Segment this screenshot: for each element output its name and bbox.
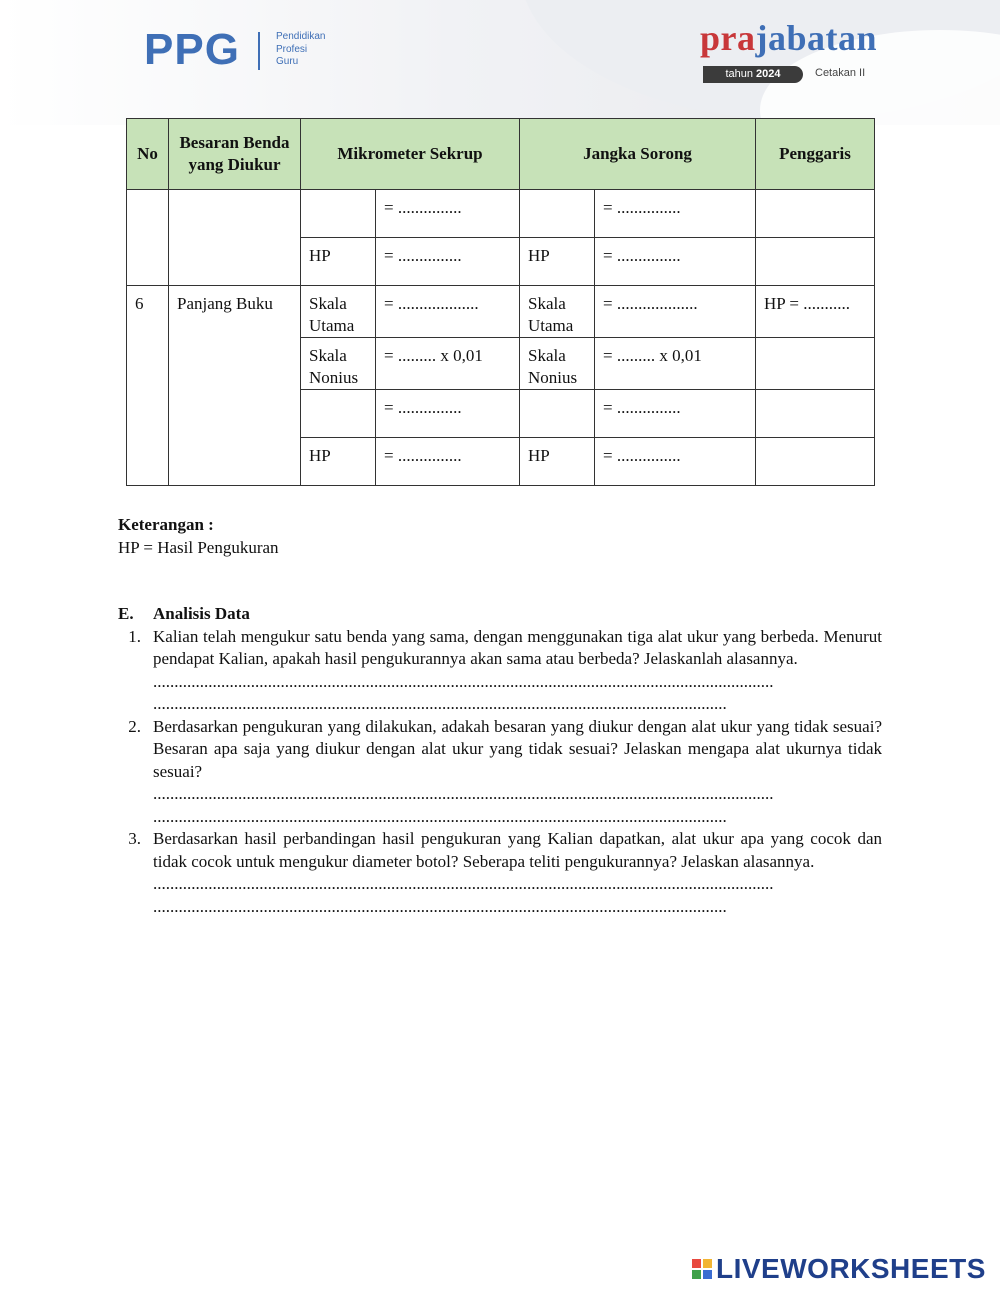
cell-j-label: HP — [520, 238, 595, 286]
ppg-logo: PPG — [144, 25, 240, 74]
cell-j-label: HP — [520, 438, 595, 486]
question-text: Berdasarkan hasil perbandingan hasil pengukuran yang Kalian dapatkan, alat ukur apa yang cocok dan tidak cocok untuk mengukur diameter botol? Seberapa teliti pengukurannya? Jelaskan alasannya. — [153, 829, 882, 871]
question-item — [118, 716, 882, 829]
cell-m-label: HP — [301, 238, 376, 286]
cell-m-label: HP — [301, 438, 376, 486]
ppg-subtitle: Pendidikan Profesi Guru — [276, 31, 326, 67]
cell-m-value[interactable]: = ................... — [376, 286, 520, 338]
cell-m-label: Skala Utama — [301, 286, 376, 338]
cell-m-value[interactable]: = ......... x 0,01 — [376, 338, 520, 390]
cell-no: 6 — [127, 286, 169, 486]
table-header-row — [127, 119, 875, 190]
cell-besaran: Panjang Buku — [169, 286, 301, 486]
icon-square — [703, 1259, 712, 1268]
answer-line[interactable]: .................................................................................................................................................. — [153, 671, 774, 691]
answer-line[interactable]: .................................................................................................................................................. — [153, 784, 774, 803]
logo-divider — [258, 32, 260, 70]
keterangan-title: Keterangan : — [118, 515, 214, 534]
edition-label: Cetakan II — [815, 67, 866, 79]
keterangan-line: HP = Hasil Pengukuran — [118, 538, 279, 557]
cell-penggaris[interactable]: HP = ........... — [756, 286, 875, 338]
question-number: 2. — [128, 716, 141, 736]
answer-line[interactable]: ....................................................................................................................................... — [153, 806, 727, 826]
analisis-section — [118, 603, 882, 918]
question-number: 1. — [128, 626, 141, 646]
question-text: Kalian telah mengukur satu benda yang sama, dengan menggunakan tiga alat ukur yang berbeda. Menurut pendapat Kalian, apakah hasil pengukurannya akan sama atau berbeda? Jelaskanlah alasannya. — [153, 626, 882, 668]
cell-m-label — [301, 390, 376, 438]
section-title: E. Analisis Data — [118, 604, 250, 623]
answer-line[interactable]: ....................................................................................................................................... — [153, 694, 727, 713]
icon-square — [692, 1259, 701, 1268]
cell-j-value[interactable]: = ......... x 0,01 — [595, 338, 756, 390]
cell-m-value[interactable]: = ............... — [376, 190, 520, 238]
cell-m-value[interactable]: = ............... — [376, 390, 520, 438]
cell-m-value[interactable]: = ............... — [376, 438, 520, 486]
cell-m-label: Skala Nonius — [301, 338, 376, 390]
header-jangka: Jangka Sorong — [520, 119, 756, 190]
question-number: 3. — [128, 829, 141, 848]
cell-no — [127, 190, 169, 286]
cell-penggaris[interactable] — [756, 338, 875, 390]
cell-j-label: Skala Utama — [520, 286, 595, 338]
cell-j-value[interactable]: = ............... — [595, 190, 756, 238]
cell-penggaris[interactable] — [756, 190, 875, 238]
liveworksheets-text: LIVEWORKSHEETS — [716, 1253, 986, 1284]
cell-j-label — [520, 390, 595, 438]
answer-line[interactable]: ....................................................................................................................................... — [153, 896, 727, 916]
liveworksheets-icon — [692, 1259, 712, 1279]
cell-m-label — [301, 190, 376, 238]
question-item — [118, 626, 882, 716]
header-mikrometer: Mikrometer Sekrup — [301, 119, 520, 190]
question-item — [118, 828, 882, 918]
cell-besaran — [169, 190, 301, 286]
header-penggaris: Penggaris — [756, 119, 875, 190]
header-no: No — [127, 119, 169, 190]
observation-table — [126, 118, 875, 486]
table-row — [127, 286, 875, 338]
icon-square — [703, 1270, 712, 1279]
cell-penggaris[interactable] — [756, 238, 875, 286]
cell-j-value[interactable]: = ............... — [595, 438, 756, 486]
year-badge: tahun 2024 — [703, 66, 803, 83]
cell-penggaris[interactable] — [756, 390, 875, 438]
question-text: Berdasarkan pengukuran yang dilakukan, adakah besaran yang diukur dengan alat ukur yang tidak sesuai? Besaran apa saja yang diukur dengan alat ukur yang tidak sesuai? Jelaskan mengapa alat ukurnya tidak sesuai? — [153, 716, 882, 781]
liveworksheets-logo — [692, 1254, 986, 1284]
header-besaran: Besaran Benda yang Diukur — [169, 119, 301, 190]
cell-j-label: Skala Nonius — [520, 338, 595, 390]
prajabatan-logo: prajabatan — [700, 18, 878, 58]
cell-j-value[interactable]: = ............... — [595, 238, 756, 286]
answer-line[interactable]: .................................................................................................................................................. — [153, 874, 774, 893]
keterangan — [118, 513, 279, 559]
cell-penggaris[interactable] — [756, 438, 875, 486]
cell-j-label — [520, 190, 595, 238]
cell-j-value[interactable]: = ................... — [595, 286, 756, 338]
cell-j-value[interactable]: = ............... — [595, 390, 756, 438]
cell-m-value[interactable]: = ............... — [376, 238, 520, 286]
icon-square — [692, 1270, 701, 1279]
table-row — [127, 190, 875, 238]
